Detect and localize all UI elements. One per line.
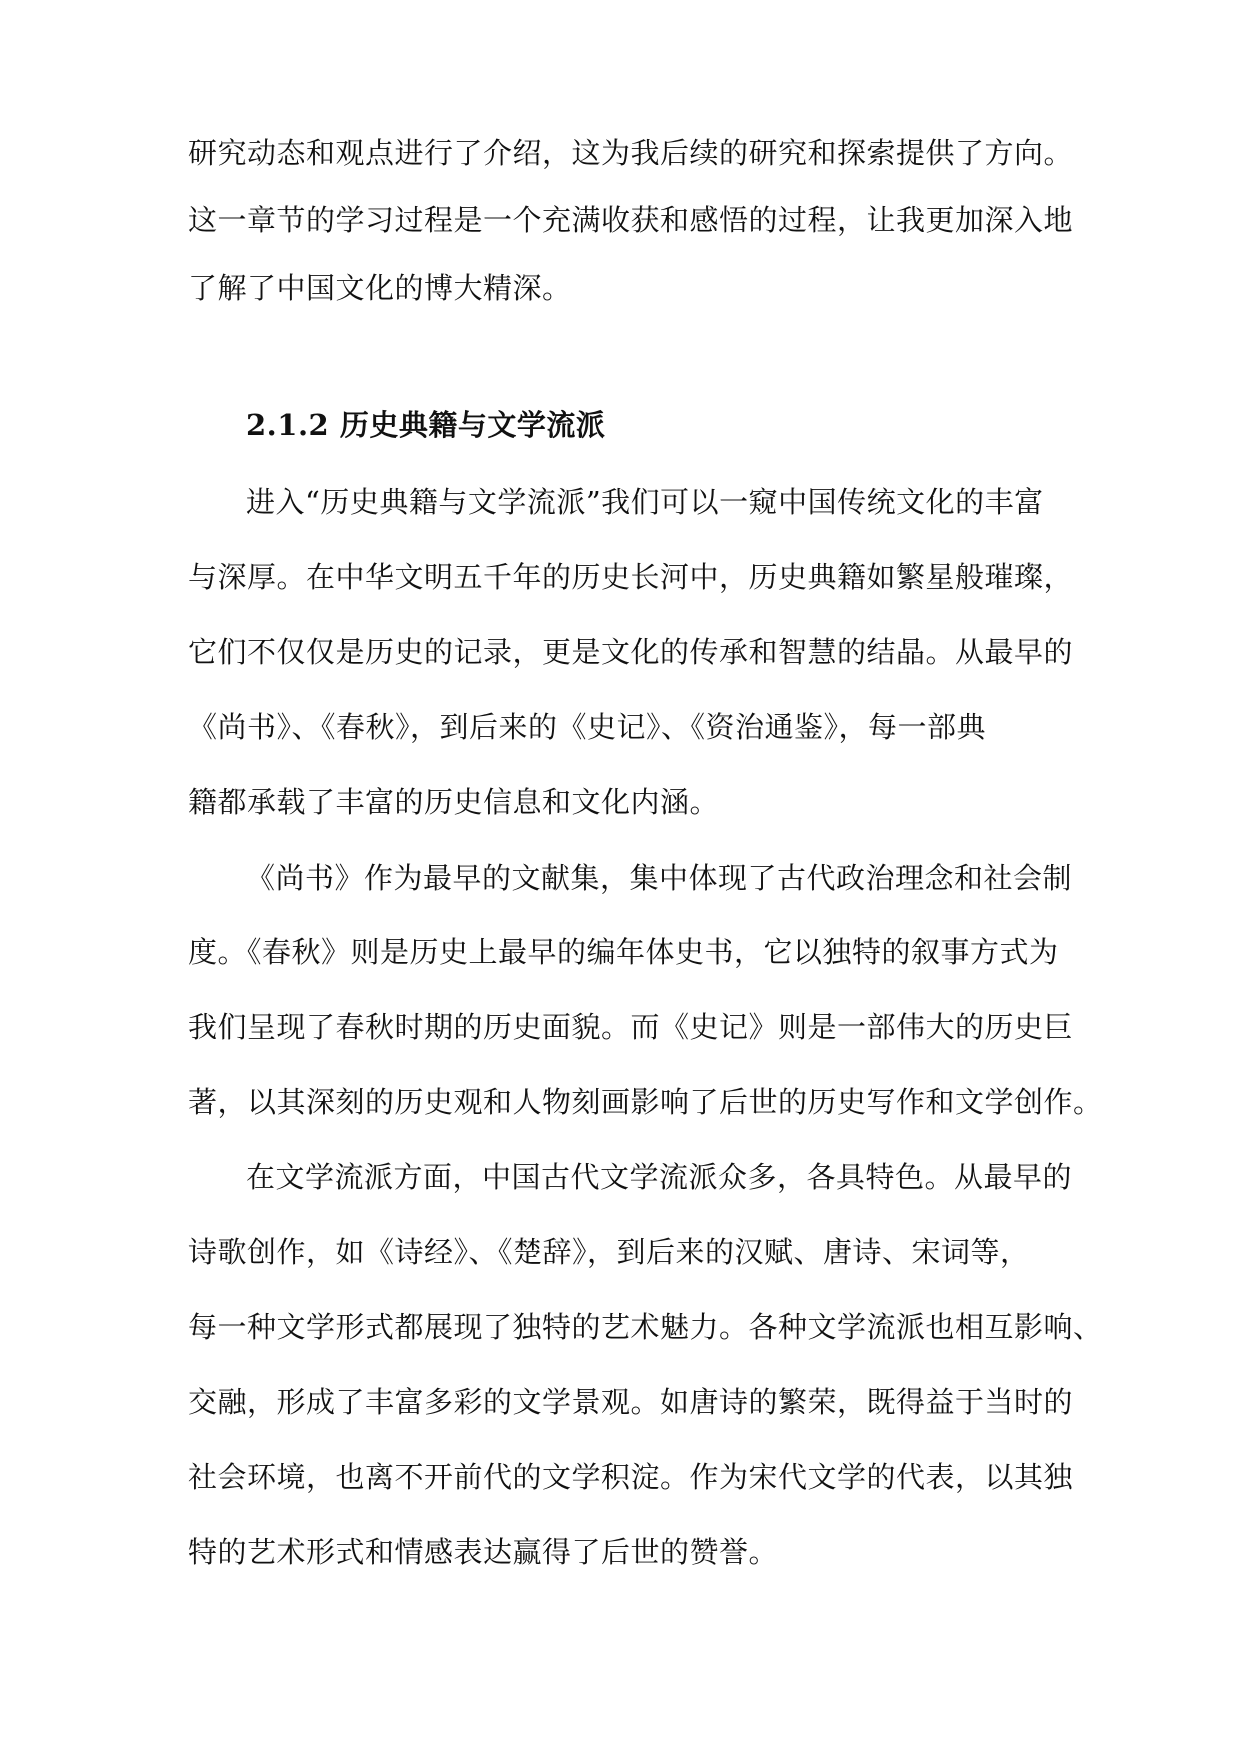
text-line: 度。《春秋》则是历史上最早的编年体史书，它以独特的叙事方式为: [188, 935, 1059, 969]
text-line: 了解了中国文化的博大精深。: [188, 271, 572, 305]
text-line: 研究动态和观点进行了介绍，这为我后续的研究和探索提供了方向。: [188, 136, 1074, 170]
text-line: 《尚书》、《春秋》，到后来的《史记》、《资治通鉴》，每一部典: [188, 710, 987, 744]
text-line: 在文学流派方面，中国古代文学流派众多，各具特色。从最早的: [246, 1160, 1073, 1194]
text-line: 《尚书》作为最早的文献集，集中体现了古代政治理念和社会制: [246, 861, 1073, 895]
text-line: 每一种文学形式都展现了独特的艺术魅力。各种文学流派也相互影响、: [188, 1310, 1103, 1344]
text-line: 这一章节的学习过程是一个充满收获和感悟的过程，让我更加深入地: [188, 203, 1074, 237]
text-line: 我们呈现了春秋时期的历史面貌。而《史记》则是一部伟大的历史巨: [188, 1010, 1074, 1044]
text-line: 社会环境，也离不开前代的文学积淀。作为宋代文学的代表，以其独: [188, 1460, 1074, 1494]
text-line: 特的艺术形式和情感表达赢得了后世的赞誉。: [188, 1535, 779, 1569]
text-line: 它们不仅仅是历史的记录，更是文化的传承和智慧的结晶。从最早的: [188, 635, 1074, 669]
text-line: 与深厚。在中华文明五千年的历史长河中，历史典籍如繁星般璀璨，: [188, 560, 1074, 594]
text-line: 著，以其深刻的历史观和人物刻画影响了后世的历史写作和文学创作。: [188, 1085, 1103, 1119]
text-line: 诗歌创作，如《诗经》、《楚辞》，到后来的汉赋、唐诗、宋词等，: [188, 1235, 1030, 1269]
text-line: 交融，形成了丰富多彩的文学景观。如唐诗的繁荣，既得益于当时的: [188, 1385, 1074, 1419]
text-line: 籍都承载了丰富的历史信息和文化内涵。: [188, 785, 720, 819]
text-line: 进入“历史典籍与文学流派”我们可以一窥中国传统文化的丰富: [246, 485, 1044, 519]
section-heading: 2.1.2 历史典籍与文学流派: [246, 408, 606, 442]
